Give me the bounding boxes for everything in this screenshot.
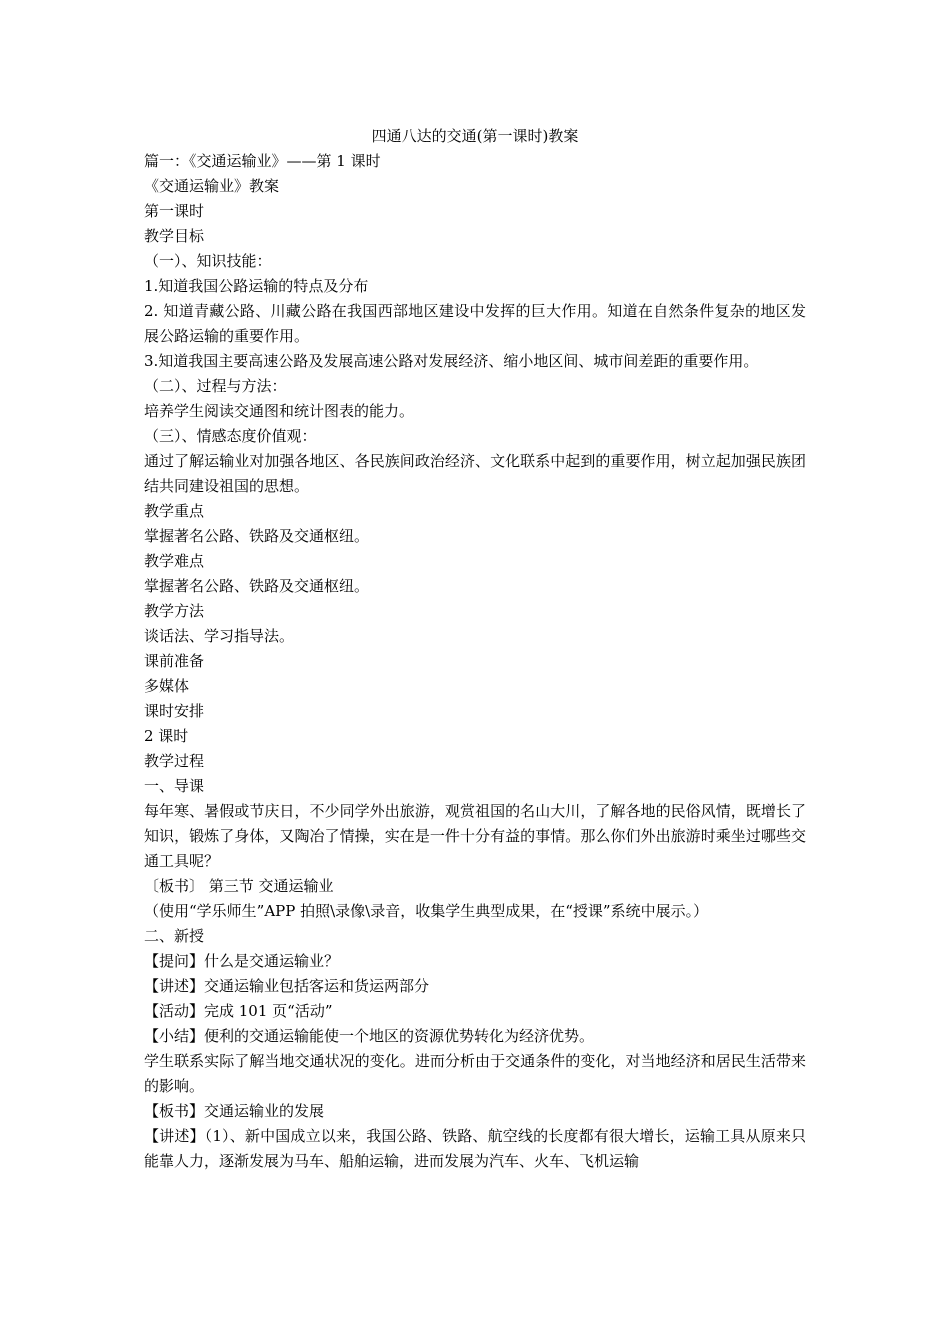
text-paragraph: 【讲述】（1）、新中国成立以来，我国公路、铁路、航空线的长度都有很大增长，运输工具从原来只能靠人力，逐渐发展为马车、船舶运输，进而发展为汽车、火车、飞机运输 <box>144 1127 806 1170</box>
text-line: 《交通运输业》教案 <box>144 177 280 195</box>
text-paragraph: 学生联系实际了解当地交通状况的变化。进而分析由于交通条件的变化，对当地经济和居民生活带来的影响。 <box>144 1052 806 1095</box>
text-line: 多媒体 <box>144 677 190 695</box>
text-line: 2 课时 <box>144 727 189 745</box>
text-line: 1.知道我国公路运输的特点及分布 <box>144 277 369 295</box>
text-line: 课时安排 <box>144 702 205 720</box>
text-line: 掌握著名公路、铁路及交通枢纽。 <box>144 527 370 545</box>
text-line: 一、导课 <box>144 777 205 795</box>
text-paragraph: 3.知道我国主要高速公路及发展高速公路对发展经济、缩小地区间、城市间差距的重要作用。 <box>144 352 759 370</box>
text-line: 二、新授 <box>144 927 205 945</box>
text-line: 【小结】便利的交通运输能使一个地区的资源优势转化为经济优势。 <box>144 1027 595 1045</box>
text-paragraph: 2. 知道青藏公路、川藏公路在我国西部地区建设中发挥的巨大作用。知道在自然条件复杂的地区发展公路运输的重要作用。 <box>144 302 806 345</box>
text-line: 篇一：《交通运输业》——第 1 课时 <box>144 152 381 170</box>
text-line: 〔板书〕 第三节 交通运输业 <box>144 877 334 895</box>
text-paragraph: 每年寒、暑假或节庆日，不少同学外出旅游，观赏祖国的名山大川，了解各地的民俗风情，既增长了知识，锻炼了身体，又陶冶了情操，实在是一件十分有益的事情。那么你们外出旅游时乘坐过哪些交通工具呢？ <box>144 802 806 870</box>
text-paragraph: （使用“学乐师生”APP 拍照\录像\录音，收集学生典型成果，在“授课”系统中展示。） <box>144 902 709 920</box>
document-body <box>144 149 806 1174</box>
text-paragraph: 通过了解运输业对加强各地区、各民族间政治经济、文化联系中起到的重要作用，树立起加强民族团结共同建设祖国的思想。 <box>144 452 806 495</box>
text-line: 教学目标 <box>144 227 205 245</box>
text-line: （一）、知识技能： <box>144 252 272 270</box>
text-line: 培养学生阅读交通图和统计图表的能力。 <box>144 402 415 420</box>
text-line: （二）、过程与方法： <box>144 377 287 395</box>
text-line: 第一课时 <box>144 202 205 220</box>
text-line: 【板书】交通运输业的发展 <box>144 1102 325 1120</box>
text-line: 谈话法、学习指导法。 <box>144 627 295 645</box>
text-line: 教学重点 <box>144 502 205 520</box>
text-line: （三）、情感态度价值观： <box>144 427 317 445</box>
text-line: 掌握著名公路、铁路及交通枢纽。 <box>144 577 370 595</box>
text-line: 【讲述】交通运输业包括客运和货运两部分 <box>144 977 430 995</box>
document-title: 四通八达的交通(第一课时)教案 <box>371 127 579 145</box>
text-line: 【活动】完成 101 页“活动” <box>144 1002 333 1020</box>
text-line: 教学难点 <box>144 552 205 570</box>
text-line: 课前准备 <box>144 652 205 670</box>
text-line: 教学方法 <box>144 602 205 620</box>
text-line: 教学过程 <box>144 752 205 770</box>
text-line: 【提问】什么是交通运输业？ <box>144 952 340 970</box>
